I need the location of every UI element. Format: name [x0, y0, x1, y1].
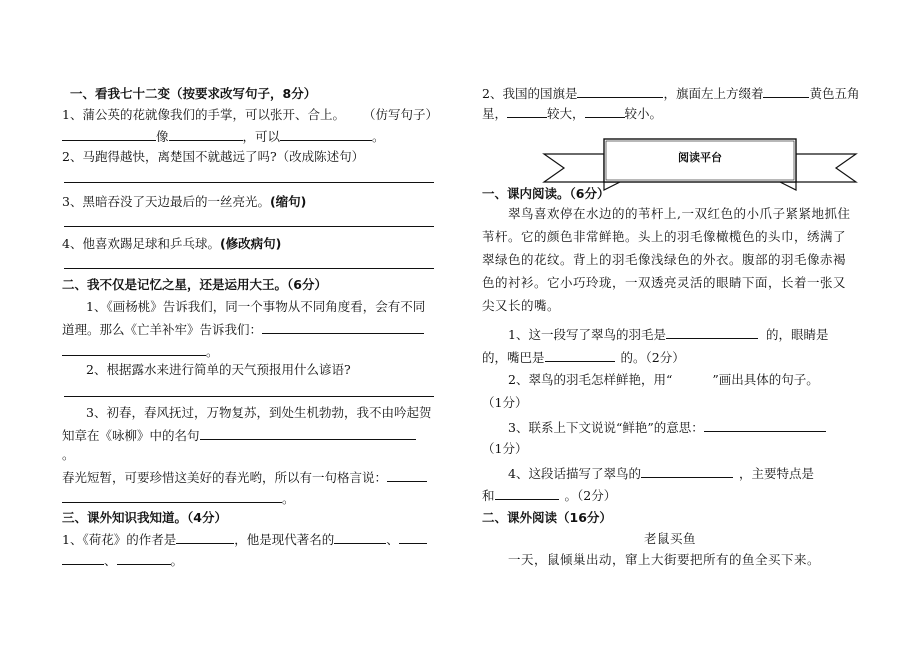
q3-1-sep: 、 — [386, 532, 399, 547]
q1-1-text — [62, 107, 438, 123]
reading-platform-banner — [540, 134, 860, 194]
answer-line[interactable] — [64, 268, 434, 269]
q2-3-prompt-2: 春光短暂，可要珍惜这美好的春光哟，所以有一句格言说： — [62, 470, 388, 485]
r1-q1-mouth: 的，嘴巴是 — [482, 350, 545, 365]
r1-q3-prompt: 3、联系上下文说说“鲜艳”的意思： — [508, 420, 704, 435]
answer-blank[interactable] — [62, 128, 156, 141]
q3-1-sep-2: 、 — [104, 553, 117, 568]
r1-q2-tail: ”画出具体的句子。 — [712, 372, 819, 387]
q3-2-prompt: 2、我国的国旗是 — [482, 86, 578, 101]
r1-q1-prompt: 1、这一段写了翠鸟的羽毛是 — [508, 327, 666, 342]
answer-blank[interactable] — [763, 85, 809, 98]
section-1-heading: 一、看我七十二变（按要求改写句子，8分） — [70, 86, 317, 101]
answer-blank[interactable] — [62, 343, 206, 356]
q2-1-text-c — [62, 343, 219, 360]
q1-1-keyi: ，可以 — [242, 129, 281, 144]
answer-blank[interactable] — [176, 531, 234, 544]
q3-2-text-a — [482, 85, 860, 102]
q3-2-smaller: 较小。 — [624, 106, 663, 121]
q1-1-answer-line — [62, 128, 385, 145]
q1-1-xiang: 像 — [156, 129, 169, 144]
q3-2-tail: 黄色五角 — [809, 86, 860, 101]
r1-q2-text-a — [508, 372, 819, 388]
answer-blank[interactable] — [62, 490, 282, 503]
q2-3-text-a: 3、初春，春风抚过，万物复苏，到处生机勃勃，我不由吟起贺 — [86, 405, 432, 420]
answer-blank[interactable] — [334, 531, 386, 544]
answer-blank[interactable] — [666, 326, 758, 339]
answer-blank[interactable] — [577, 85, 663, 98]
r1-q1-text-b — [482, 349, 685, 366]
r1-q4-end: 。（2分） — [564, 488, 617, 503]
r1-q2-prompt: 2、翠鸟的羽毛怎样鲜艳，用“ — [508, 372, 673, 387]
q3-1-text-b — [62, 552, 183, 569]
q1-1-tag: （仿写句子） — [362, 107, 438, 122]
q1-1-end: 。 — [372, 129, 385, 144]
q2-3-dot: 。 — [62, 447, 75, 462]
q3-1-prompt: 1、《荷花》的作者是 — [62, 532, 177, 547]
q2-3-text-d — [62, 490, 295, 507]
q1-4-tag: (修改病句) — [219, 236, 282, 251]
answer-blank[interactable] — [62, 552, 104, 565]
q2-3-text-b — [62, 427, 416, 444]
r1-q4-text-b — [482, 487, 616, 504]
answer-line[interactable] — [64, 396, 434, 397]
q1-4-text — [62, 236, 281, 252]
answer-blank[interactable] — [200, 427, 416, 440]
q1-3-text — [62, 194, 306, 210]
q2-1-prompt: 道理。那么《亡羊补牢》告诉我们： — [62, 322, 263, 337]
q3-1-end: 。 — [170, 553, 184, 568]
section-3-heading: 三、课外知识我知道。（4分） — [62, 510, 227, 525]
story-title: 老鼠买鱼 — [643, 531, 696, 546]
r1-q1-mid: 的，眼睛是 — [765, 327, 829, 342]
q1-3-tag: (缩句) — [269, 194, 307, 209]
answer-blank[interactable] — [545, 349, 615, 362]
answer-blank[interactable] — [280, 128, 372, 141]
answer-blank[interactable] — [117, 552, 171, 565]
r1-q4-text-a — [508, 465, 814, 482]
q2-3-end: 。 — [282, 491, 295, 506]
passage-line: 尖又长的嘴。 — [482, 298, 561, 313]
r1-q4-and: 和 — [482, 488, 495, 503]
q3-2-larger: 较大， — [547, 106, 585, 121]
q3-2-mid: ，旗面左上方缀着 — [663, 86, 764, 101]
q1-3-sentence: 3、黑暗吞没了天边最后的一丝亮光。 — [62, 194, 270, 209]
answer-blank[interactable] — [704, 419, 826, 432]
q3-1-mid: ，他是现代著名的 — [234, 532, 335, 547]
q1-4-sentence: 4、他喜欢踢足球和乒乓球。 — [62, 236, 220, 251]
answer-blank[interactable] — [387, 469, 427, 482]
q1-1-sentence: 1、蒲公英的花就像我们的手掌，可以张开、合上。 — [62, 107, 345, 122]
banner-title: 阅读平台 — [678, 151, 722, 164]
r1-q1-text-a — [508, 326, 828, 343]
r1-q1-end: 的。（2分） — [620, 350, 685, 365]
reading-1-heading: 一、课内阅读。（6分） — [482, 186, 610, 201]
answer-blank[interactable] — [495, 487, 559, 500]
story-line: 一天，鼠倾巢出动，窜上大街要把所有的鱼全买下来。 — [508, 552, 821, 567]
q2-1-text-b — [62, 321, 424, 338]
passage-line: 翠绿色的花纹。背上的羽毛像浅绿色的外衣。腹部的羽毛像赤褐 — [482, 252, 847, 267]
section-2-heading: 二、我不仅是记忆之星，还是运用大王。（6分） — [62, 277, 327, 292]
answer-blank[interactable] — [262, 321, 424, 334]
answer-line[interactable] — [64, 226, 434, 227]
answer-blank[interactable] — [399, 531, 427, 544]
passage-line: 翠鸟喜欢停在水边的的苇杆上,一双红色的小爪子紧紧地抓住 — [508, 206, 851, 221]
q3-1-text — [62, 531, 427, 548]
answer-blank[interactable] — [641, 465, 733, 478]
r1-q4-prompt: 4、这段话描写了翠鸟的 — [508, 466, 641, 481]
q2-2-text: 2、根据露水来进行简单的天气预报用什么谚语? — [86, 362, 351, 377]
passage-line: 苇杆。它的颜色非常鲜艳。头上的羽毛像橄榄色的头巾，绣满了 — [482, 229, 847, 244]
passage-line: 色的衬衫。它小巧玲珑，一双透亮灵活的眼睛下面，长着一张又 — [482, 275, 847, 290]
q2-1-end: 。 — [206, 344, 219, 359]
answer-line[interactable] — [64, 182, 434, 183]
r1-q3-text — [508, 419, 826, 436]
r1-q3-score: （1分） — [482, 441, 528, 456]
q2-1-text-a: 1、《画杨桃》告诉我们，同一个事物从不同角度看，会有不同 — [86, 299, 426, 314]
r1-q4-mid: ，主要特点是 — [738, 466, 814, 481]
reading-2-heading: 二、课外阅读（16分） — [482, 510, 612, 525]
answer-blank[interactable] — [585, 105, 625, 118]
wavy-line-mark — [672, 372, 712, 384]
q3-2-star: 星， — [482, 106, 508, 121]
answer-blank[interactable] — [507, 105, 547, 118]
q2-3-text-c — [62, 469, 427, 486]
r1-q2-score: （1分） — [482, 395, 528, 410]
answer-blank[interactable] — [169, 128, 243, 141]
q3-2-text-b — [482, 105, 662, 122]
q2-3-prompt: 知章在《咏柳》中的名句 — [62, 428, 200, 443]
q1-2-text: 2、马跑得越快，离楚国不就越远了吗?（改成陈述句） — [62, 149, 365, 164]
